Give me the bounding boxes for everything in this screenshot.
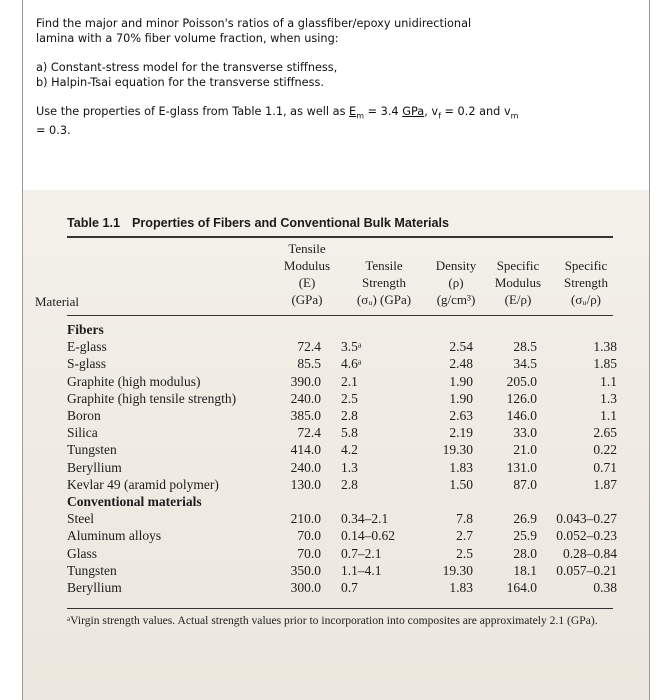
table-title (67, 216, 449, 230)
conventional-strength: 1.1–4.1 (341, 562, 382, 578)
conventional-strength: 0.7 (341, 580, 358, 595)
conventional-spec-mod: 18.1 (513, 562, 537, 578)
fiber-strength: 2.8 (341, 408, 358, 423)
fiber-spec-str: 1.1 (600, 373, 617, 389)
section-conventional: Conventional materials (67, 494, 202, 509)
question-text (36, 16, 636, 138)
fiber-modulus: 414.0 (290, 442, 321, 458)
header-specific-strength: Specific Strength (σᵤ/ρ) (563, 258, 609, 307)
table-bottom-rule (67, 608, 613, 609)
fiber-strength: 4.6ᵃ (341, 356, 362, 372)
question-use-line-1 (36, 104, 636, 123)
fiber-density: 1.83 (449, 459, 473, 475)
fiber-strength: 2.8 (341, 476, 358, 492)
conventional-modulus: 300.0 (290, 580, 321, 595)
conventional-spec-str: 0.052–0.23 (556, 528, 617, 544)
question-part-a: a) Constant-stress model for the transverse stiffness, (36, 61, 338, 74)
question-use-line-2: = 0.3. (36, 124, 71, 138)
conventional-modulus: 350.0 (290, 562, 321, 578)
fiber-spec-str: 1.1 (600, 408, 617, 423)
table-footnote: ᵃVirgin strength values. Actual strength values prior to incorporation into composites are approximately 2.1 (GPa). (67, 614, 598, 627)
conventional-spec-str: 0.043–0.27 (556, 511, 617, 527)
question-part-b: b) Halpin-Tsai equation for the transverse stiffness. (36, 76, 324, 89)
fiber-spec-mod: 131.0 (506, 459, 537, 475)
fiber-modulus: 72.4 (297, 339, 321, 355)
fiber-strength: 2.5 (341, 390, 358, 406)
table-photo (23, 190, 649, 700)
use-text: Use the properties of E-glass from Table 1.1, as well as (36, 105, 350, 118)
table-number: Table 1.1 (67, 216, 120, 230)
fiber-strength: 5.8 (341, 425, 358, 441)
fiber-density: 19.30 (442, 442, 473, 458)
conventional-density: 2.5 (456, 545, 473, 561)
conventional-density: 2.7 (456, 528, 473, 544)
fiber-name: Graphite (high tensile strength) (67, 390, 237, 406)
header-modulus: Tensile Modulus (E) (GPa) (283, 241, 331, 307)
vm-subscript: m (510, 111, 519, 121)
fiber-spec-mod: 34.5 (513, 356, 537, 372)
fiber-spec-str: 0.22 (593, 442, 617, 458)
fiber-density: 1.90 (449, 373, 473, 389)
fiber-spec-mod: 21.0 (513, 442, 537, 458)
conventional-density: 1.83 (449, 580, 473, 595)
fiber-modulus: 385.0 (290, 408, 321, 423)
fiber-name: Graphite (high modulus) (67, 373, 201, 389)
section-fibers: Fibers (67, 322, 104, 337)
table-top-rule (67, 236, 613, 238)
table-caption: Properties of Fibers and Conventional Bulk Materials (131, 216, 449, 230)
fiber-spec-mod: 146.0 (506, 408, 537, 423)
fiber-modulus: 130.0 (290, 476, 321, 492)
vf-subscript: f (438, 111, 441, 121)
fiber-density: 2.48 (449, 356, 473, 372)
conventional-spec-mod: 164.0 (506, 580, 537, 595)
fiber-strength: 4.2 (341, 442, 358, 458)
fiber-modulus: 85.5 (297, 356, 321, 372)
fiber-strength: 3.5ᵃ (341, 339, 362, 355)
fiber-density: 2.19 (449, 425, 473, 441)
fiber-name: Boron (67, 408, 101, 423)
header-density: Density (ρ) (g/cm³) (435, 258, 477, 307)
fiber-spec-str: 2.65 (593, 425, 617, 441)
fiber-name: Beryllium (67, 459, 122, 475)
conventional-spec-str: 0.057–0.21 (556, 562, 617, 578)
conventional-spec-str: 0.38 (593, 580, 617, 595)
header-strength: Tensile Strength (σᵤ) (GPa) (356, 258, 412, 307)
fiber-modulus: 240.0 (290, 390, 321, 406)
question-intro-line-2: lamina with a 70% fiber volume fraction, when using: (36, 32, 339, 45)
fiber-spec-str: 1.85 (593, 356, 617, 372)
fiber-spec-str: 1.38 (593, 339, 617, 355)
fiber-name: Tungsten (67, 442, 117, 458)
gpa-unit: GPa (402, 105, 425, 118)
fiber-modulus: 240.0 (290, 459, 321, 475)
em-symbol: $E_m$ (349, 105, 364, 121)
conventional-density: 19.30 (442, 562, 473, 578)
conventional-name: Glass (67, 545, 97, 561)
fiber-modulus: 72.4 (297, 425, 321, 441)
conventional-density: 7.8 (456, 511, 473, 527)
conventional-modulus: 210.0 (290, 511, 321, 527)
em-value: = 3.4 (363, 105, 403, 118)
conventional-name: Steel (67, 511, 94, 527)
conventional-name: Beryllium (67, 580, 122, 595)
fiber-strength: 1.3 (341, 459, 358, 475)
fiber-density: 1.90 (449, 390, 473, 406)
fiber-name: Silica (67, 425, 98, 441)
fiber-name: E-glass (67, 339, 107, 355)
fiber-spec-str: 1.3 (600, 390, 617, 406)
fiber-name: S-glass (67, 356, 107, 372)
conventional-strength: 0.7–2.1 (341, 545, 382, 561)
fiber-spec-mod: 28.5 (513, 339, 537, 355)
conventional-name: Aluminum alloys (67, 528, 162, 544)
conventional-name: Tungsten (67, 562, 117, 578)
fiber-spec-mod: 205.0 (506, 373, 537, 389)
fiber-name: Kevlar 49 (aramid polymer) (67, 476, 219, 492)
conventional-spec-mod: 25.9 (513, 528, 537, 544)
vf-value: = 0.2 and v (440, 105, 511, 118)
conventional-spec-str: 0.28–0.84 (563, 545, 617, 561)
fiber-density: 2.54 (449, 339, 473, 355)
header-rule (67, 315, 613, 316)
conventional-modulus: 70.0 (297, 528, 321, 544)
fiber-strength: 2.1 (341, 373, 358, 389)
conventional-spec-mod: 28.0 (513, 545, 537, 561)
conventional-spec-mod: 26.9 (513, 511, 537, 527)
conventional-strength: 0.34–2.1 (341, 511, 389, 527)
conventional-modulus: 70.0 (297, 545, 321, 561)
fiber-spec-str: 1.87 (593, 476, 617, 492)
fiber-density: 2.63 (449, 408, 473, 423)
question-intro-line-1: Find the major and minor Poisson's ratios of a glassfiber/epoxy unidirectional (36, 17, 472, 30)
fiber-spec-str: 0.71 (593, 459, 617, 475)
fiber-spec-mod: 87.0 (513, 476, 537, 492)
fiber-modulus: 390.0 (290, 373, 321, 389)
fiber-density: 1.50 (449, 476, 473, 492)
vf-symbol: , v (424, 105, 439, 118)
header-specific-modulus: Specific Modulus (E/ρ) (494, 258, 542, 307)
conventional-strength: 0.14–0.62 (341, 528, 395, 544)
header-material: Material (35, 294, 80, 309)
fiber-spec-mod: 126.0 (506, 390, 537, 406)
fiber-spec-mod: 33.0 (513, 425, 537, 441)
